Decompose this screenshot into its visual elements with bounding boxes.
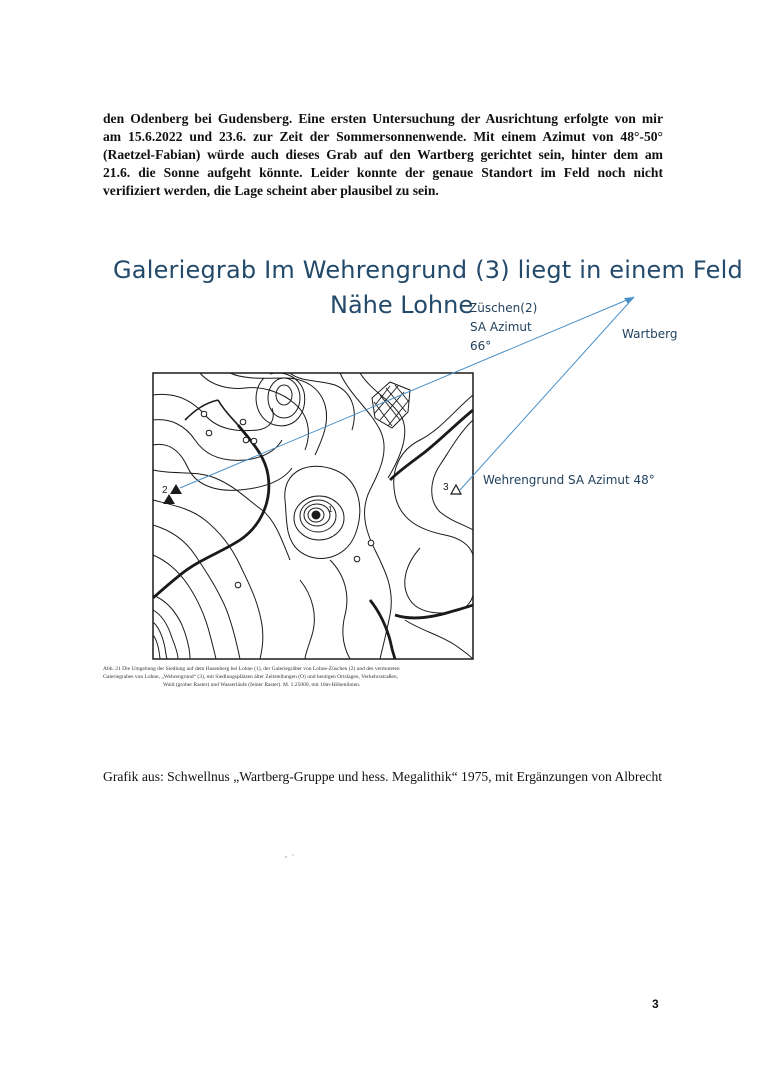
body-line: (Raetzel-Fabian) würde auch dieses Grab auf den Wartberg gerichtet sein, hinter dem am (103, 147, 663, 162)
site2-marker (170, 484, 182, 494)
figure-title-line2: Nähe Lohne (330, 291, 474, 319)
caption-line: Wald (grober Raster) und Wasserläufe (feiner Raster). M. 1:25000, mit 10m-Höhenlinien. (163, 682, 361, 688)
wartberg-label: Wartberg (622, 327, 678, 341)
site3-marker (451, 485, 461, 494)
map-caption (103, 665, 543, 689)
wehrengrund-label: Wehrengrund SA Azimut 48° (483, 473, 655, 487)
body-line: den Odenberg bei Gudensberg. Eine ersten Untersuchung der Ausrichtung erfolgte von mir (103, 111, 663, 126)
figure-title: Galeriegrab Im Wehrengrund (3) liegt in einem Feld (113, 256, 743, 284)
body-line: 21.6. die Sonne aufgeht könnte. Leider konnte der genaue Standort im Feld noch nicht (103, 165, 663, 180)
zueschen-label: Züschen(2) (469, 301, 538, 315)
page-number: 3 (652, 997, 659, 1011)
zueschen-azimut-label: SA Azimut (470, 320, 532, 334)
body-line: am 15.6.2022 und 23.6. zur Zeit der Sommersonnenwende. Mit einem Azimut von 48°-50° (103, 129, 663, 144)
scan-specks (285, 854, 293, 857)
site1-label: 1 (328, 505, 333, 514)
body-line: verifiziert werden, die Lage scheint aber plausibel zu sein. (103, 183, 439, 198)
zueschen-azimut-value: 66° (470, 339, 492, 353)
figure-credit: Grafik aus: Schwellnus „Wartberg-Gruppe und hess. Megalithik“ 1975, mit Ergänzungen von Albrecht (103, 769, 663, 784)
caption-line: Galeriegrabes von Lohne, „Wehrengrund“ (3), mit Siedlungsplätzen älter Zeitstellungen (O) und heutigen Ortslagen, Verkehrsstraßen, (103, 674, 398, 680)
site3-label: 3 (443, 482, 449, 493)
caption-line: Abb. 21 Die Umgebung der Siedlung auf dem Hasenberg bei Lohne (1), der Galeriegräber von Lohne-Züschen (2) und des vermuteten (103, 666, 400, 672)
site1-marker (312, 511, 321, 520)
settlement-markers (201, 411, 374, 588)
site2-label: 2 (162, 485, 168, 496)
azimuth-lines (180, 297, 634, 490)
